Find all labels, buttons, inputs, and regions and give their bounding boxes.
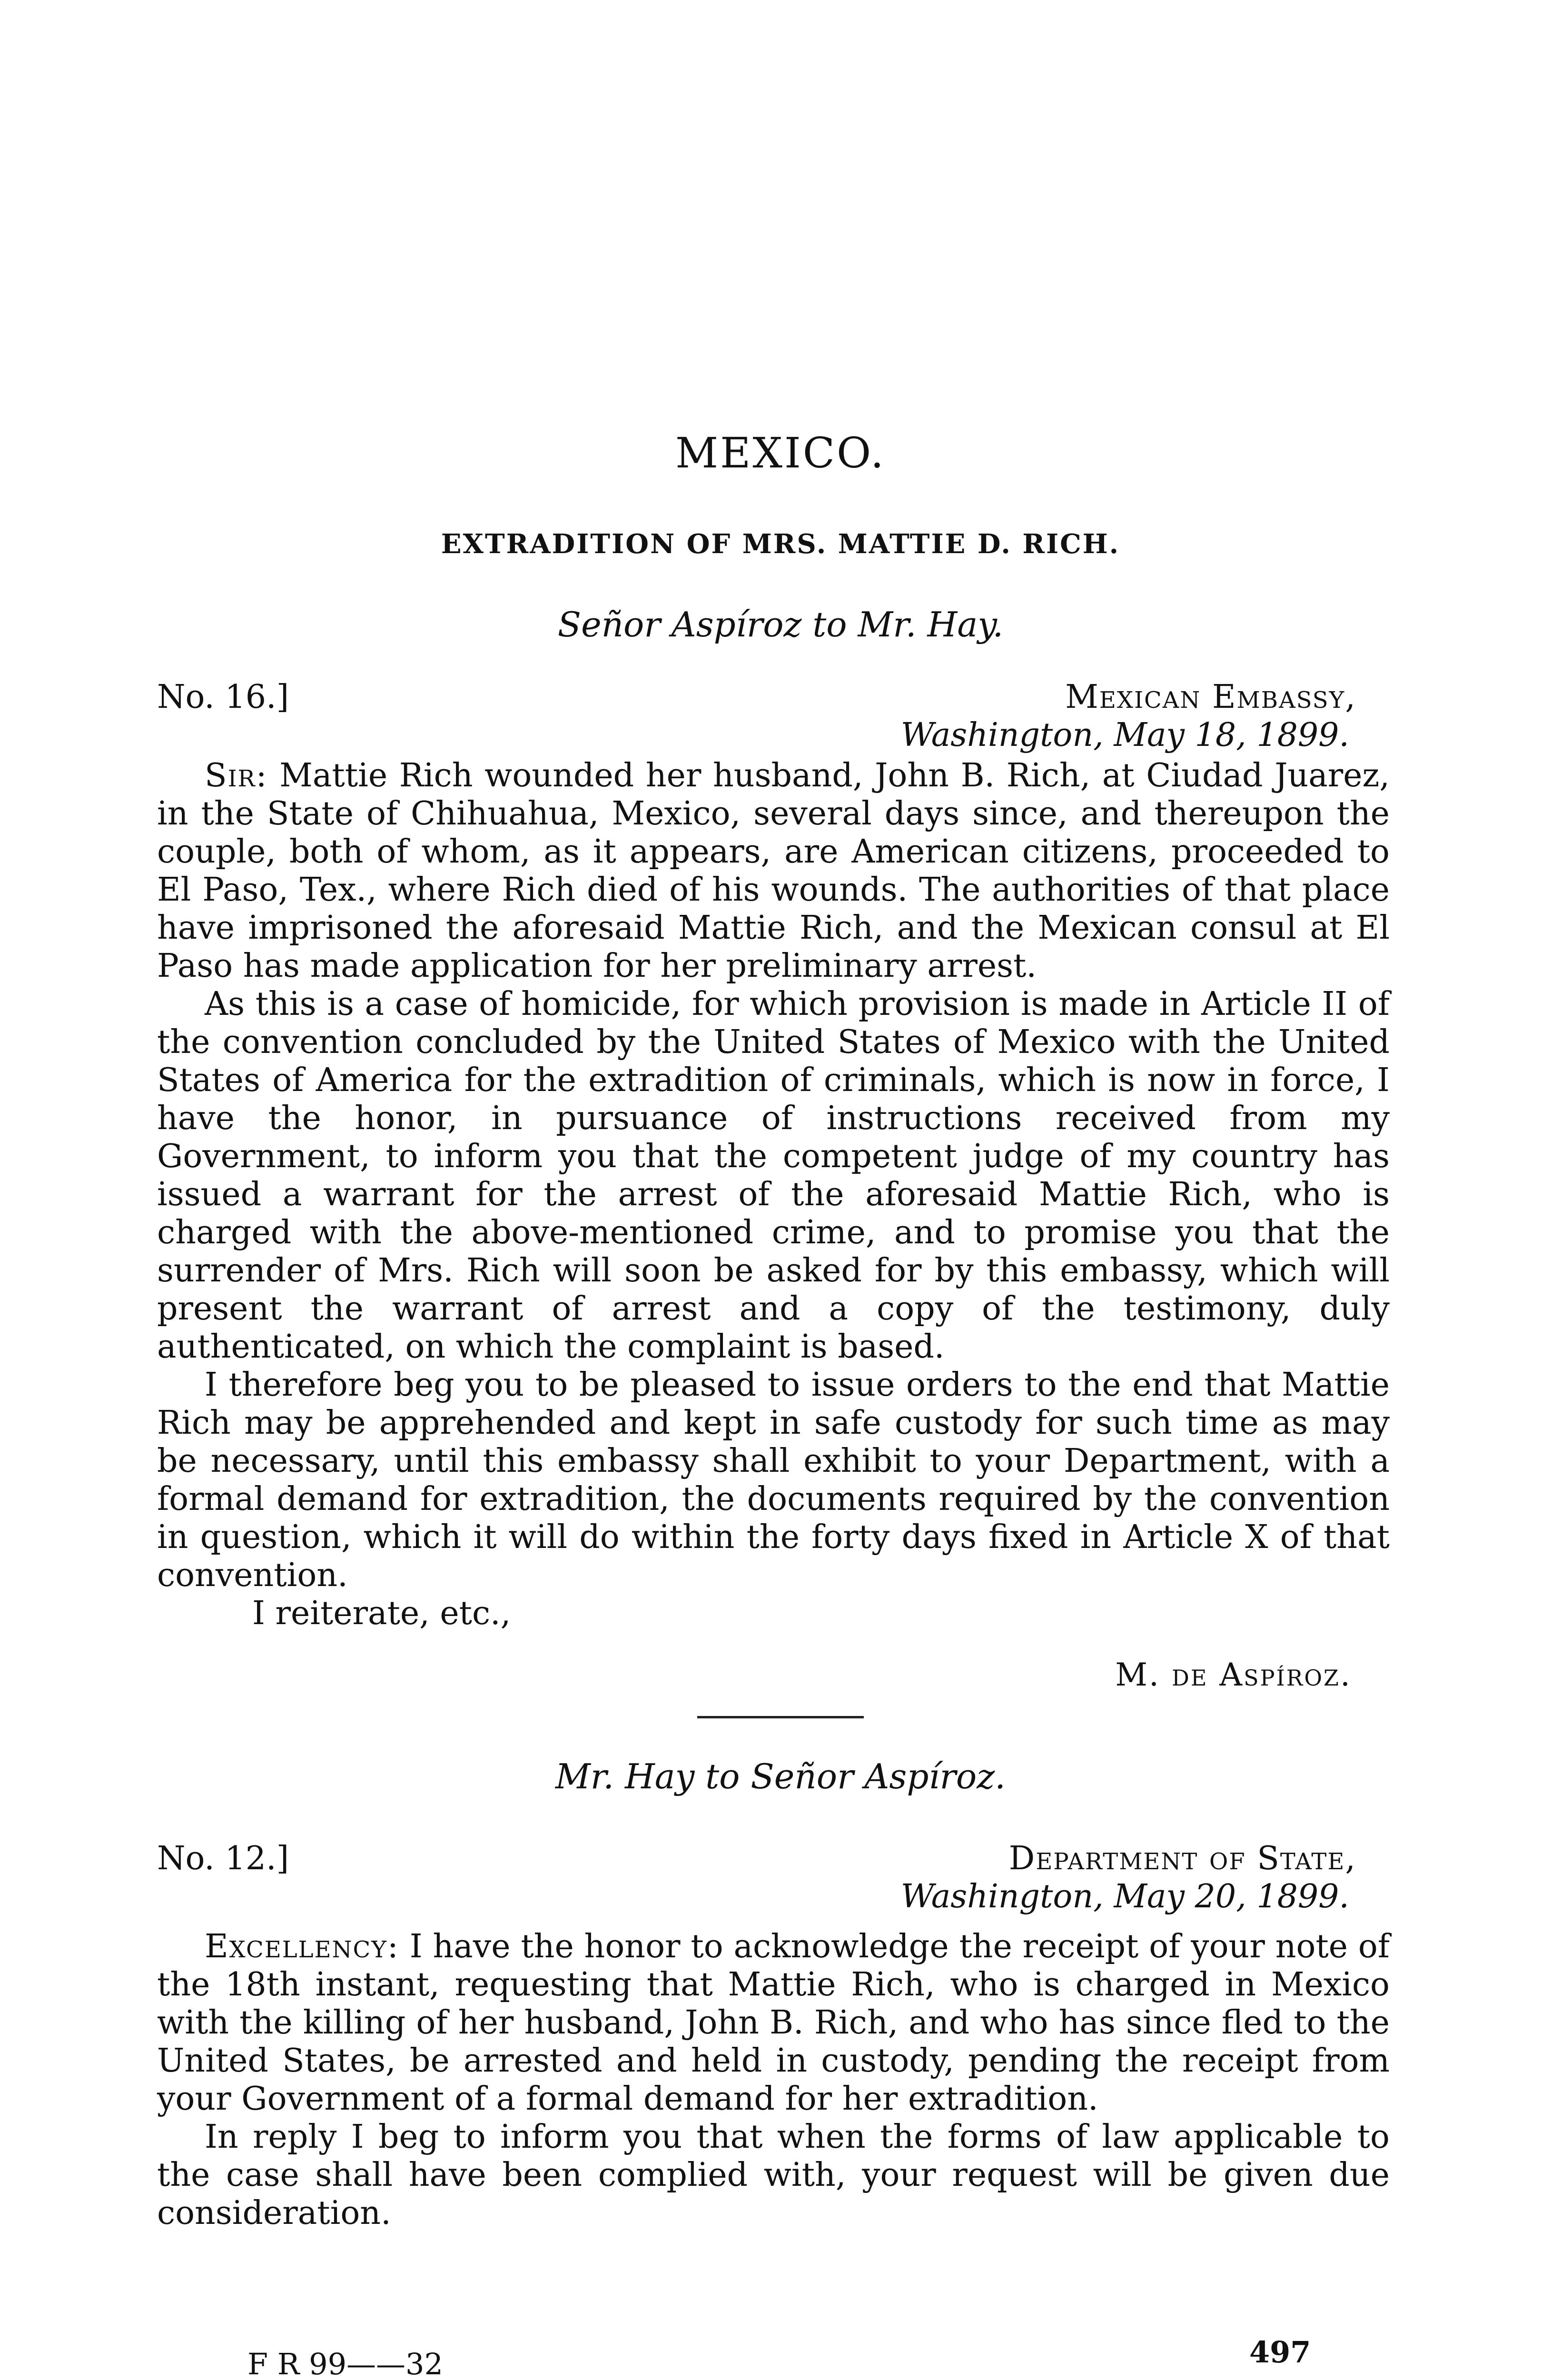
letter2-paragraph-2: In reply I beg to inform you that when the forms of law applicable to the case shall have been complied with, your request will be given due consideration. [157,2118,1390,2232]
letter1-paragraph-2: As this is a case of homicide, for which provision is made in Article II of the convention concluded by the United States of Mexico with the United States of America for the extradition of criminals, which is now in force, I have the honor, in pursuance of instructions received from my Government, to inform you that the competent judge of my country has issued a warrant for the arrest of the aforesaid Mattie Rich, who is charged with the above-mentioned crime, and to promise you that the surrender of Mrs. Rich will soon be asked for by this embassy, which will present the warrant of arrest and a copy of the testimony, duly authenticated, on which the complaint is based. [157,985,1390,1366]
letter1-salutation: Sir: [205,757,268,794]
page-title: MEXICO. [675,428,886,477]
page-number: 497 [1249,2335,1311,2370]
letter1-closing: I reiterate, etc., [252,1595,511,1632]
letter1-paragraph-3: I therefore beg you to be pleased to issue orders to the end that Mattie Rich may be apprehended and kept in safe custody for such time as may be necessary, until this embassy shall exhibit to your Department, with a formal demand for extradition, the documents required by the convention in question, which it will do within the forty days fixed in Article X of that convention. [157,1366,1390,1594]
section-divider [697,1716,864,1718]
letter2-body [157,1928,1390,2232]
letter2-number: No. 12.] [157,1840,289,1877]
page-subtitle: EXTRADITION OF MRS. MATTIE D. RICH. [441,528,1120,560]
letter1-signature: M. de Aspíroz. [1115,1656,1352,1693]
letter1-number: No. 16.] [157,678,289,716]
footer-signature-mark: F R 99——32 [247,2347,443,2380]
letter1-sender: Mexican Embassy, [1065,678,1356,716]
letter1-dateline: Washington, May 18, 1899. [900,716,1349,754]
letter1-heading: Señor Aspíroz to Mr. Hay. [557,605,1004,645]
letter2-paragraph-1: Excellency: I have the honor to acknowledge the receipt of your note of the 18th instant, requesting that Mattie Rich, who is charged in Mexico with the killing of her husband, John B. Rich, and who has since fled to the United States, be arrested and held in custody, pending the receipt from your Government of a formal demand for her extradition. [157,1928,1390,2118]
letter2-heading: Mr. Hay to Señor Aspíroz. [555,1756,1006,1796]
letter2-salutation: Excellency: [205,1928,399,1965]
letter2-dateline: Washington, May 20, 1899. [900,1878,1349,1915]
letter2-sender: Department of State, [1008,1840,1356,1877]
letter1-body [157,757,1390,1633]
letter1-paragraph-1: Sir: Mattie Rich wounded her husband, John B. Rich, at Ciudad Juarez, in the State of Chihuahua, Mexico, several days since, and thereupon the couple, both of whom, as it appears, are American citizens, proceeded to El Paso, Tex., where Rich died of his wounds. The authorities of that place have imprisoned the aforesaid Mattie Rich, and the Mexican consul at El Paso has made application for her preliminary arrest. [157,757,1390,985]
